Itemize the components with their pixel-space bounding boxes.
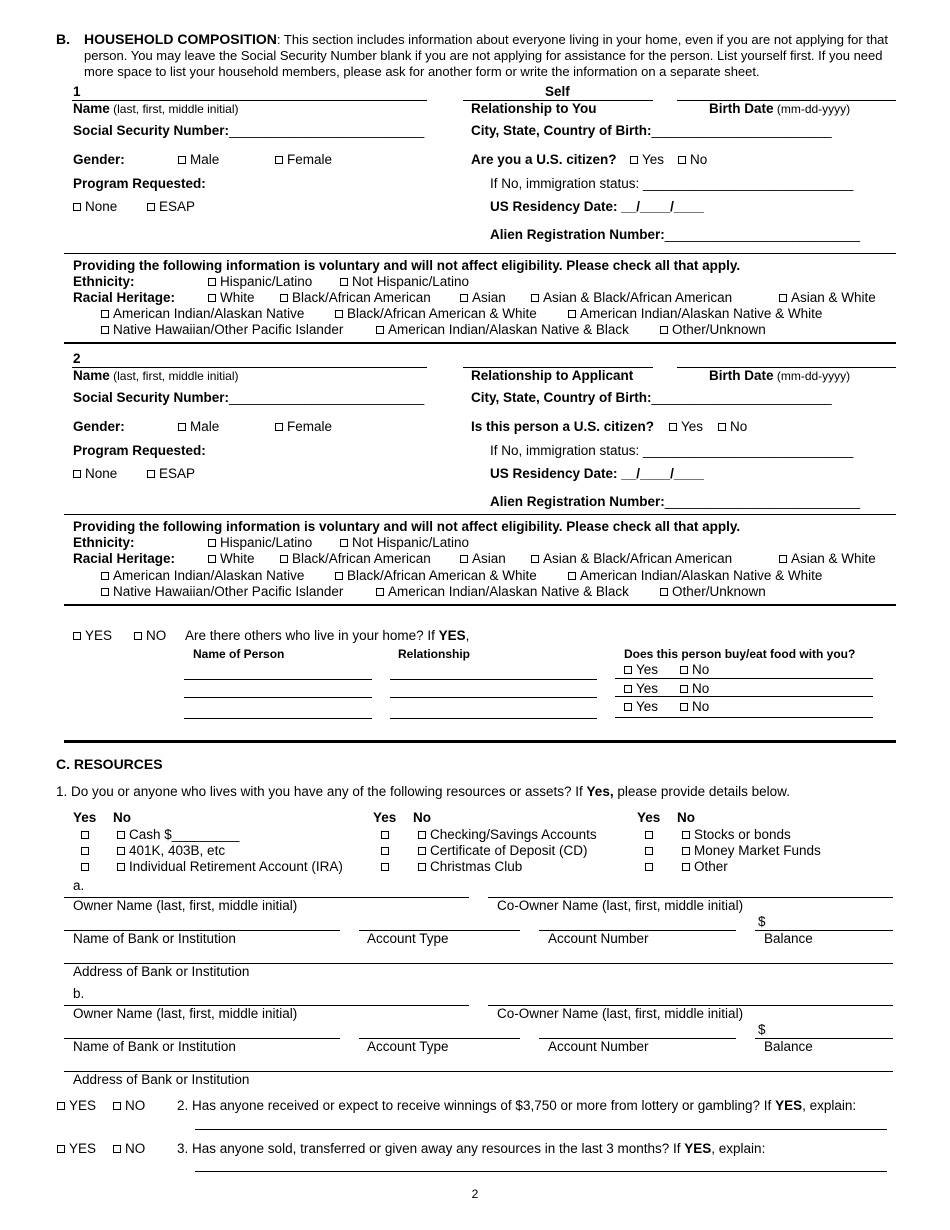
member1-esap-checkbox[interactable]: ESAP bbox=[147, 199, 195, 215]
race1-other-checkbox[interactable]: Other/Unknown bbox=[660, 322, 766, 338]
race1-asian-white-checkbox[interactable]: Asian & White bbox=[779, 290, 876, 306]
others-no-checkbox[interactable]: NO bbox=[134, 628, 166, 644]
ethnicity1-not-hispanic-checkbox[interactable]: Not Hispanic/Latino bbox=[340, 274, 469, 290]
cd-yes-checkbox[interactable] bbox=[381, 843, 393, 859]
entry-a-type-label: Account Type bbox=[367, 931, 449, 946]
member1-divider bbox=[64, 253, 896, 254]
section-b-end-rule bbox=[64, 740, 896, 743]
member1-name-label: Name (last, first, middle initial) bbox=[73, 101, 239, 116]
q2-no-checkbox[interactable]: NO bbox=[113, 1098, 145, 1114]
section-b-title: HOUSEHOLD COMPOSITION bbox=[84, 31, 277, 47]
k401-no-checkbox[interactable]: 401K, 403B, etc bbox=[117, 843, 225, 859]
member1-gender-label: Gender: bbox=[73, 152, 125, 167]
section-b-intro-text: : This section includes information about everyone living in your home, even if you are not applying for that person. You may leave the Social Security Number blank if you are not applying for assistance for the person. List yourself first. If you need more space to list your household members, please ask for another form or write the information on a separate sheet. bbox=[84, 32, 889, 79]
entry-a-coowner-label: Co-Owner Name (last, first, middle initial) bbox=[497, 898, 744, 913]
race2-label: Racial Heritage: bbox=[73, 551, 176, 566]
others-col-relationship: Relationship bbox=[398, 647, 471, 661]
others-row2-no-checkbox[interactable]: No bbox=[680, 681, 709, 697]
others-row1-yes-checkbox[interactable]: Yes bbox=[624, 662, 658, 678]
race1-american-indian-checkbox[interactable]: American Indian/Alaskan Native bbox=[101, 306, 304, 322]
cash-no-checkbox[interactable]: Cash $_________ bbox=[117, 827, 239, 843]
race2-black-checkbox[interactable]: Black/African American bbox=[280, 551, 431, 567]
q2-explain-line[interactable] bbox=[195, 1129, 887, 1130]
race1-white-checkbox[interactable]: White bbox=[208, 290, 255, 306]
member2-none-checkbox[interactable]: None bbox=[73, 466, 117, 482]
entry-a-bank-label: Name of Bank or Institution bbox=[73, 931, 236, 946]
race1-hawaiian-checkbox[interactable]: Native Hawaiian/Other Pacific Islander bbox=[101, 322, 343, 338]
member1-bottom-rule bbox=[64, 342, 896, 344]
member2-bottom-rule bbox=[64, 604, 896, 606]
checking-no-checkbox[interactable]: Checking/Savings Accounts bbox=[418, 827, 597, 843]
ethnicity2-hispanic-checkbox[interactable]: Hispanic/Latino bbox=[208, 535, 312, 551]
section-b-intro bbox=[84, 31, 914, 80]
member2-birthplace-field[interactable]: City, State, Country of Birth:________________________ bbox=[471, 390, 832, 405]
race1-ai-black-checkbox[interactable]: American Indian/Alaskan Native & Black bbox=[376, 322, 629, 338]
member2-number: 2 bbox=[73, 351, 81, 366]
others-row3-name-line[interactable] bbox=[184, 718, 372, 719]
others-row3-no-checkbox[interactable]: No bbox=[680, 699, 709, 715]
col1-no-header: No bbox=[113, 810, 131, 825]
others-row1-no-checkbox[interactable]: No bbox=[680, 662, 709, 678]
entry-b-address-label: Address of Bank or Institution bbox=[73, 1072, 250, 1087]
entry-a-balance-label: Balance bbox=[764, 931, 813, 946]
entry-b-number-label: Account Number bbox=[548, 1039, 649, 1054]
entry-b-coowner-label: Co-Owner Name (last, first, middle initial) bbox=[497, 1006, 744, 1021]
member1-immigration-field[interactable]: If No, immigration status: ____________________________ bbox=[490, 176, 854, 191]
member1-residency-field[interactable]: US Residency Date: __/____/____ bbox=[490, 199, 704, 214]
member1-citizen-question: Are you a U.S. citizen? bbox=[471, 152, 617, 167]
others-row3-yes-checkbox[interactable]: Yes bbox=[624, 699, 658, 715]
page-number: 2 bbox=[471, 1187, 479, 1201]
member2-esap-checkbox[interactable]: ESAP bbox=[147, 466, 195, 482]
section-b-letter: B. bbox=[56, 31, 70, 47]
race2-american-indian-checkbox[interactable]: American Indian/Alaskan Native bbox=[101, 568, 304, 584]
race2-asian-black-checkbox[interactable]: Asian & Black/African American bbox=[531, 551, 732, 567]
col2-no-header: No bbox=[413, 810, 431, 825]
member2-female-checkbox[interactable]: Female bbox=[275, 419, 332, 435]
race2-ai-white-checkbox[interactable]: American Indian/Alaskan Native & White bbox=[568, 568, 822, 584]
entry-b-balance-label: Balance bbox=[764, 1039, 813, 1054]
member1-ssn-field[interactable]: Social Security Number:__________________________ bbox=[73, 123, 425, 138]
others-row3-food-line bbox=[615, 717, 873, 718]
christmas-yes-checkbox[interactable] bbox=[381, 859, 393, 875]
race2-asian-checkbox[interactable]: Asian bbox=[460, 551, 506, 567]
ira-no-checkbox[interactable]: Individual Retirement Account (IRA) bbox=[117, 859, 343, 875]
member1-none-checkbox[interactable]: None bbox=[73, 199, 117, 215]
entry-a-dollar: $ bbox=[758, 914, 766, 929]
q3-yes-checkbox[interactable]: YES bbox=[57, 1141, 96, 1157]
ethnicity1-voluntary: Providing the following information is voluntary and will not affect eligibility. Please check all that apply. bbox=[73, 258, 741, 273]
stocks-no-checkbox[interactable]: Stocks or bonds bbox=[682, 827, 791, 843]
member2-divider bbox=[64, 514, 896, 515]
entry-b-bank-label: Name of Bank or Institution bbox=[73, 1039, 236, 1054]
member1-relationship-value: Self bbox=[545, 84, 570, 99]
stocks-yes-checkbox[interactable] bbox=[645, 827, 657, 843]
race1-black-checkbox[interactable]: Black/African American bbox=[280, 290, 431, 306]
member1-number: 1 bbox=[73, 84, 81, 99]
entry-a-number-label: Account Number bbox=[548, 931, 649, 946]
ethnicity1-label: Ethnicity: bbox=[73, 274, 135, 289]
entry-a-address-label: Address of Bank or Institution bbox=[73, 964, 250, 979]
k401-yes-checkbox[interactable] bbox=[81, 843, 93, 859]
race1-label: Racial Heritage: bbox=[73, 290, 176, 305]
entry-a-owner-label: Owner Name (last, first, middle initial) bbox=[73, 898, 298, 913]
others-row1-relationship-line[interactable] bbox=[390, 679, 597, 680]
checking-yes-checkbox[interactable] bbox=[381, 827, 393, 843]
others-row2-yes-checkbox[interactable]: Yes bbox=[624, 681, 658, 697]
col3-yes-header: Yes bbox=[637, 810, 661, 825]
entry-b-dollar: $ bbox=[758, 1022, 766, 1037]
others-yes-checkbox[interactable]: YES bbox=[73, 628, 112, 644]
others-col-food: Does this person buy/eat food with you? bbox=[624, 647, 856, 661]
member1-alien-field[interactable]: Alien Registration Number:__________________________ bbox=[490, 227, 860, 242]
cd-no-checkbox[interactable]: Certificate of Deposit (CD) bbox=[418, 843, 588, 859]
member1-citizen-yes-checkbox[interactable]: Yes bbox=[630, 152, 664, 168]
others-row1-food-line bbox=[615, 678, 873, 679]
race2-black-white-checkbox[interactable]: Black/African American & White bbox=[335, 568, 537, 584]
others-row1-name-line[interactable] bbox=[184, 679, 372, 680]
member2-citizen-no-checkbox[interactable]: No bbox=[718, 419, 747, 435]
others-row2-name-line[interactable] bbox=[184, 697, 372, 698]
race2-white-checkbox[interactable]: White bbox=[208, 551, 255, 567]
race1-ai-white-checkbox[interactable]: American Indian/Alaskan Native & White bbox=[568, 306, 822, 322]
member2-alien-field[interactable]: Alien Registration Number:__________________________ bbox=[490, 494, 860, 509]
ethnicity2-label: Ethnicity: bbox=[73, 535, 135, 550]
ethnicity2-voluntary: Providing the following information is voluntary and will not affect eligibility. Please check all that apply. bbox=[73, 519, 741, 534]
race2-asian-white-checkbox[interactable]: Asian & White bbox=[779, 551, 876, 567]
member1-male-checkbox[interactable]: Male bbox=[178, 152, 219, 168]
col3-no-header: No bbox=[677, 810, 695, 825]
others-row2-relationship-line[interactable] bbox=[390, 697, 597, 698]
section-c-title: C. RESOURCES bbox=[56, 756, 163, 772]
member1-program-label: Program Requested: bbox=[73, 176, 206, 191]
resources-question-1: 1. Do you or anyone who lives with you have any of the following resources or assets? If Yes, please provide details below. bbox=[56, 784, 790, 799]
other-yes-checkbox[interactable] bbox=[645, 859, 657, 875]
member2-residency-field[interactable]: US Residency Date: __/____/____ bbox=[490, 466, 704, 481]
christmas-no-checkbox[interactable]: Christmas Club bbox=[418, 859, 522, 875]
q3-no-checkbox[interactable]: NO bbox=[113, 1141, 145, 1157]
entry-b-owner-label: Owner Name (last, first, middle initial) bbox=[73, 1006, 298, 1021]
member2-program-label: Program Requested: bbox=[73, 443, 206, 458]
others-col-name: Name of Person bbox=[193, 647, 285, 661]
member1-relationship-label: Relationship to You bbox=[471, 101, 597, 116]
member2-male-checkbox[interactable]: Male bbox=[178, 419, 219, 435]
others-row3-relationship-line[interactable] bbox=[390, 718, 597, 719]
q2-question: 2. Has anyone received or expect to receive winnings of $3,750 or more from lottery or gambling? If YES, explain: bbox=[177, 1098, 857, 1113]
entry-b-label: b. bbox=[73, 986, 85, 1001]
member2-relationship-label: Relationship to Applicant bbox=[471, 368, 634, 383]
member2-name-label: Name (last, first, middle initial) bbox=[73, 368, 239, 383]
q2-yes-checkbox[interactable]: YES bbox=[57, 1098, 96, 1114]
race1-black-white-checkbox[interactable]: Black/African American & White bbox=[335, 306, 537, 322]
member1-citizen-no-checkbox[interactable]: No bbox=[678, 152, 707, 168]
ethnicity1-hispanic-checkbox[interactable]: Hispanic/Latino bbox=[208, 274, 312, 290]
other-no-checkbox[interactable]: Other bbox=[682, 859, 728, 875]
others-question: Are there others who live in your home? If YES, bbox=[185, 628, 470, 643]
member1-birth-label: Birth Date (mm-dd-yyyy) bbox=[709, 101, 851, 116]
race1-asian-checkbox[interactable]: Asian bbox=[460, 290, 506, 306]
cash-yes-checkbox[interactable] bbox=[81, 827, 93, 843]
money-market-yes-checkbox[interactable] bbox=[645, 843, 657, 859]
member2-birth-label: Birth Date (mm-dd-yyyy) bbox=[709, 368, 851, 383]
member1-female-checkbox[interactable]: Female bbox=[275, 152, 332, 168]
member2-citizen-question: Is this person a U.S. citizen? bbox=[471, 419, 655, 434]
col2-yes-header: Yes bbox=[373, 810, 397, 825]
q3-explain-line[interactable] bbox=[195, 1171, 887, 1172]
entry-b-type-label: Account Type bbox=[367, 1039, 449, 1054]
ira-yes-checkbox[interactable] bbox=[81, 859, 93, 875]
col1-yes-header: Yes bbox=[73, 810, 97, 825]
ethnicity2-not-hispanic-checkbox[interactable]: Not Hispanic/Latino bbox=[340, 535, 469, 551]
entry-a-label: a. bbox=[73, 878, 85, 893]
race2-hawaiian-checkbox[interactable]: Native Hawaiian/Other Pacific Islander bbox=[101, 584, 343, 600]
q3-question: 3. Has anyone sold, transferred or given away any resources in the last 3 months? If YES, explain: bbox=[177, 1141, 766, 1156]
member1-birthplace-field[interactable]: City, State, Country of Birth:________________________ bbox=[471, 123, 832, 138]
member2-gender-label: Gender: bbox=[73, 419, 125, 434]
member2-ssn-field[interactable]: Social Security Number:__________________________ bbox=[73, 390, 425, 405]
race2-other-checkbox[interactable]: Other/Unknown bbox=[660, 584, 766, 600]
others-row2-food-line bbox=[615, 696, 873, 697]
race1-asian-black-checkbox[interactable]: Asian & Black/African American bbox=[531, 290, 732, 306]
member2-citizen-yes-checkbox[interactable]: Yes bbox=[669, 419, 703, 435]
member2-immigration-field[interactable]: If No, immigration status: ____________________________ bbox=[490, 443, 854, 458]
race2-ai-black-checkbox[interactable]: American Indian/Alaskan Native & Black bbox=[376, 584, 629, 600]
money-market-no-checkbox[interactable]: Money Market Funds bbox=[682, 843, 821, 859]
